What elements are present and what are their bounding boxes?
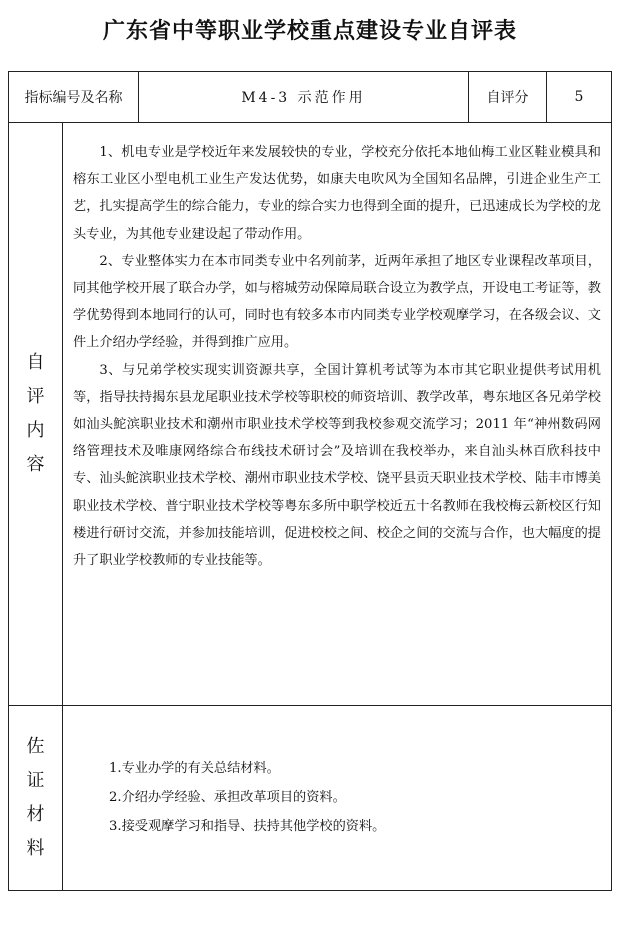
evidence-item-3: 3.接受观摩学习和指导、扶持其他学校的资料。 [109, 819, 386, 834]
document-title: 广东省中等职业学校重点建设专业自评表 [102, 19, 517, 44]
evidence-label-cell [9, 706, 63, 890]
evaluation-table [8, 71, 612, 891]
evidence-content [63, 706, 611, 890]
indicator-value: M4-3 示范作用 [139, 72, 469, 122]
self-eval-paragraph-2: 2、专业整体实力在本市同类专业中名列前茅，近两年承担了地区专业课程改革项目，同其他学校开展了联合办学，如与榕城劳动保障局联合设立为教学点，开设电工考证等，教学优势得到本地同行的认可，同时也有较多本市内同类专业学校观摩学习，在各级会议、文件上介绍办学经验，并得到推广应用。 [73, 253, 601, 351]
evidence-item-2: 2.介绍办学经验、承担改革项目的资料。 [109, 790, 346, 805]
indicator-label: 指标编号及名称 [9, 72, 139, 122]
self-eval-label: 自评内容 [26, 352, 45, 475]
self-eval-content [63, 123, 611, 706]
evidence-item-1: 1.专业办学的有关总结材料。 [109, 761, 280, 776]
self-eval-paragraph-3: 3、与兄弟学校实现实训资源共享，全国计算机考试等为本市其它职业提供考试用机等，指导扶持揭东县龙尾职业技术学校等职校的师资培训、教学改革，粤东地区各兄弟学校如汕头鮀滨职业技术和潮州市职业技术学校等到我校参观交流学习；2011 年“神州数码网络管理技术及唯康网络综合布线技术研讨会”及培训在我校举办，来自汕头林百欣科技中专、汕头鮀滨职业技术学校、潮州市职业技术学校、饶平县贡天职业技术学校、陆丰市博美职业技术学校、普宁职业技术学校等粤东多所中职学校近五十名教师在我校梅云新校区行知楼进行研讨交流，并参加技能培训，促进校校之间、校企之间的交流与合作，也大幅度的提升了职业学校教师的专业技能等。 [73, 362, 601, 569]
header-row [9, 72, 611, 123]
self-eval-paragraph-1: 1、机电专业是学校近年来发展较快的专业，学校充分依托本地仙梅工业区鞋业模具和榕东工业区小型电机工业生产发达优势，如康夫电吹风为全国知名品牌，引进企业生产工艺，扎实提高学生的综合能力，专业的综合实力也得到全面的提升，已迅速成长为学校的龙头专业，为其他专业建设起了带动作用。 [73, 145, 601, 242]
self-eval-label-cell [9, 123, 63, 706]
score-label: 自评分 [469, 72, 547, 122]
evidence-label: 佐证材料 [26, 736, 45, 859]
score-value: 5 [574, 89, 584, 105]
